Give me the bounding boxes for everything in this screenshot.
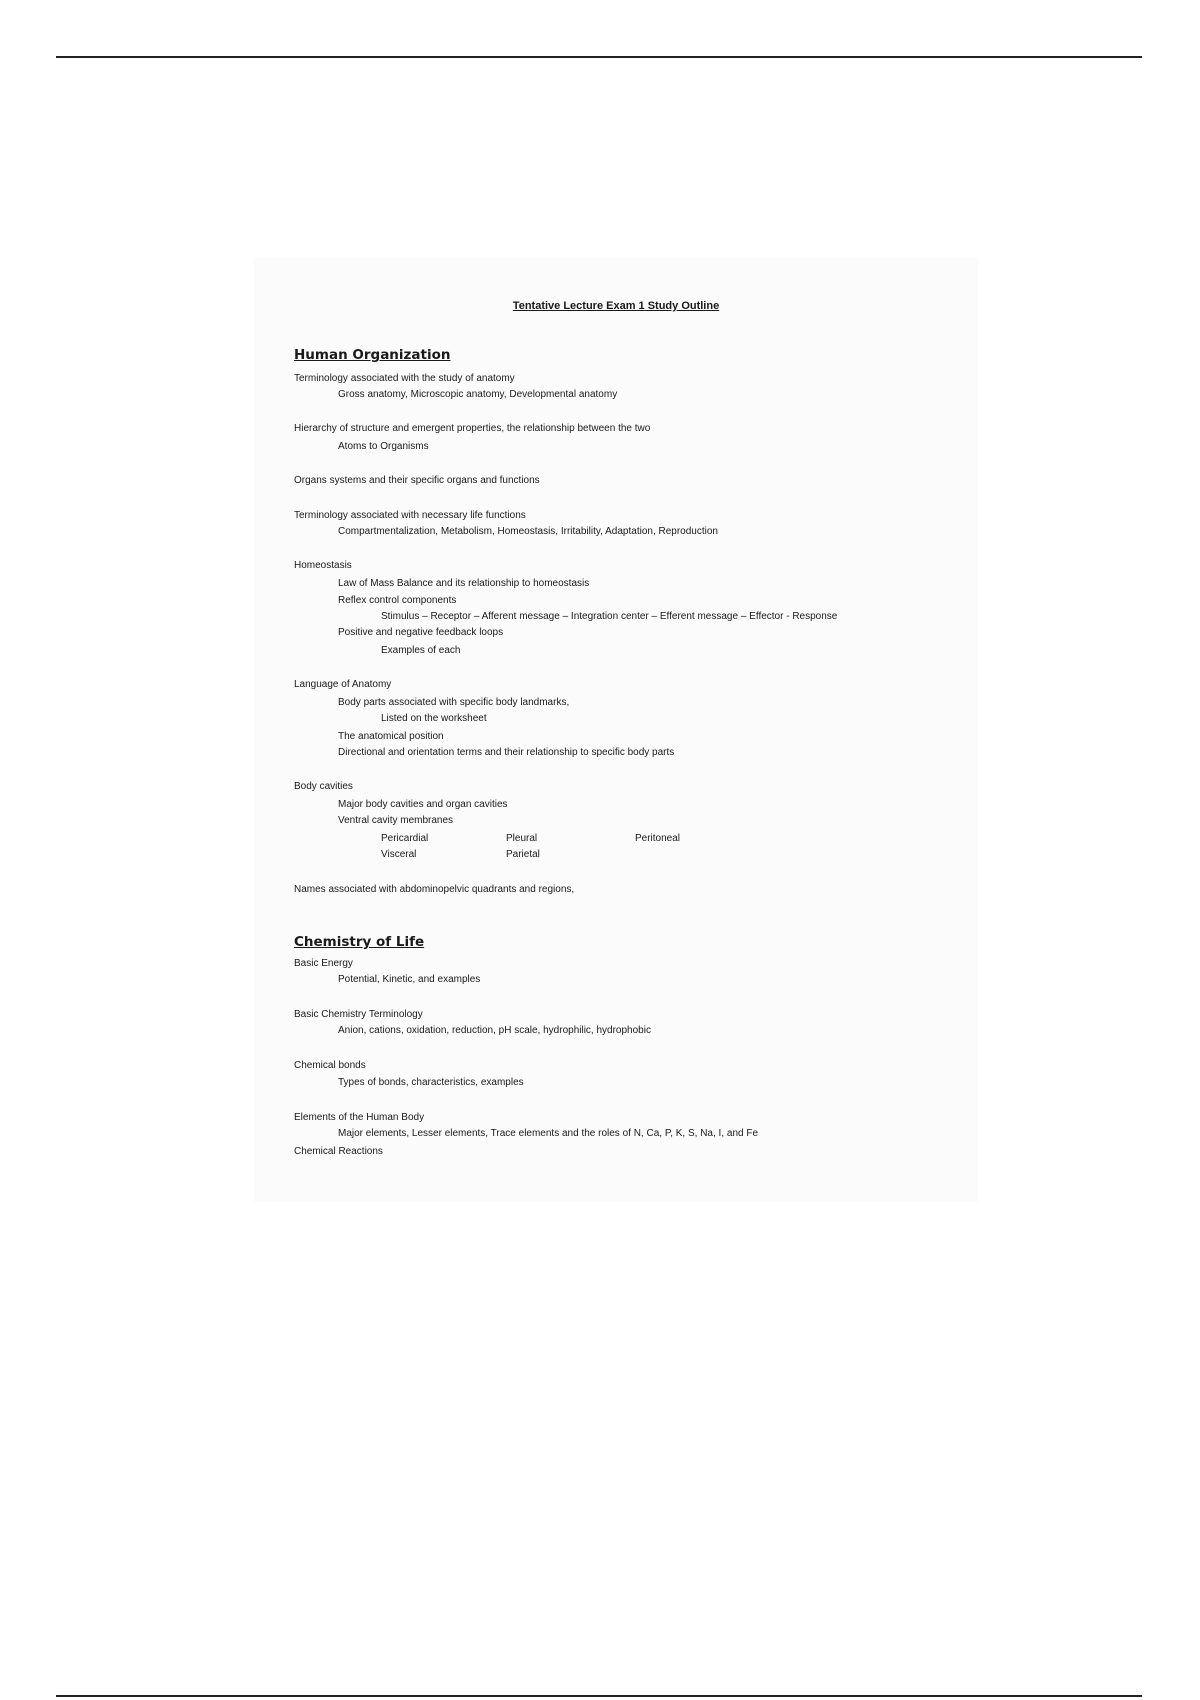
detail-body-landmarks: Body parts associated with specific body landmarks, [338, 697, 570, 708]
topic-homeostasis: Homeostasis [294, 560, 352, 571]
membrane-peritoneal: Peritoneal [635, 833, 681, 844]
topic-hierarchy-of-structure: Hierarchy of structure and emergent properties, the relationship between the two [294, 423, 651, 434]
top-rule [56, 56, 1142, 58]
bottom-rule [56, 1695, 1142, 1697]
document-page [254, 258, 978, 1202]
membrane-pericardial: Pericardial [381, 833, 429, 844]
detail-ventral-membranes: Ventral cavity membranes [338, 815, 454, 826]
topic-chemical-reactions: Chemical Reactions [294, 1146, 383, 1157]
topic-body-cavities: Body cavities [294, 781, 353, 792]
detail-elements: Major elements, Lesser elements, Trace elements and the roles of N, Ca, P, K, S, Na, I, and Fe [338, 1128, 759, 1139]
detail-anatomy-types: Gross anatomy, Microscopic anatomy, Developmental anatomy [338, 389, 618, 400]
topic-chemical-bonds: Chemical bonds [294, 1060, 366, 1071]
detail-feedback-loops: Positive and negative feedback loops [338, 627, 504, 638]
topic-chemistry-terminology: Basic Chemistry Terminology [294, 1009, 423, 1020]
topic-elements-human-body: Elements of the Human Body [294, 1112, 425, 1123]
detail-bond-types: Types of bonds, characteristics, examples [338, 1077, 524, 1088]
topic-basic-energy: Basic Energy [294, 958, 353, 969]
section-heading-human-organization: Human Organization [294, 347, 451, 363]
detail-directional-terms: Directional and orientation terms and their relationship to specific body parts [338, 747, 675, 758]
section-heading-chemistry-of-life: Chemistry of Life [294, 934, 425, 950]
membrane-visceral: Visceral [381, 849, 417, 860]
topic-organ-systems: Organs systems and their specific organs and functions [294, 475, 540, 486]
detail-life-functions: Compartmentalization, Metabolism, Homeostasis, Irritability, Adaptation, Reproduction [338, 526, 718, 537]
detail-reflex-chain: Stimulus – Receptor – Afferent message – Integration center – Efferent message – Effector - Response [381, 611, 838, 622]
detail-mass-balance: Law of Mass Balance and its relationship to homeostasis [338, 578, 590, 589]
detail-examples-of-each: Examples of each [381, 645, 461, 656]
topic-life-functions: Terminology associated with necessary life functions [294, 510, 526, 521]
topic-abdominopelvic: Names associated with abdominopelvic quadrants and regions, [294, 884, 575, 895]
membrane-parietal: Parietal [506, 849, 540, 860]
detail-worksheet: Listed on the worksheet [381, 713, 487, 724]
detail-atoms-to-organisms: Atoms to Organisms [338, 441, 429, 452]
document-title: Tentative Lecture Exam 1 Study Outline [512, 300, 720, 312]
topic-terminology-anatomy: Terminology associated with the study of anatomy [294, 373, 515, 384]
detail-reflex-control: Reflex control components [338, 595, 457, 606]
topic-language-of-anatomy: Language of Anatomy [294, 679, 392, 690]
detail-chemistry-terms: Anion, cations, oxidation, reduction, pH scale, hydrophilic, hydrophobic [338, 1025, 651, 1036]
membrane-pleural: Pleural [506, 833, 538, 844]
detail-major-cavities: Major body cavities and organ cavities [338, 799, 508, 810]
detail-energy-types: Potential, Kinetic, and examples [338, 974, 481, 985]
detail-anatomical-position: The anatomical position [338, 731, 444, 742]
